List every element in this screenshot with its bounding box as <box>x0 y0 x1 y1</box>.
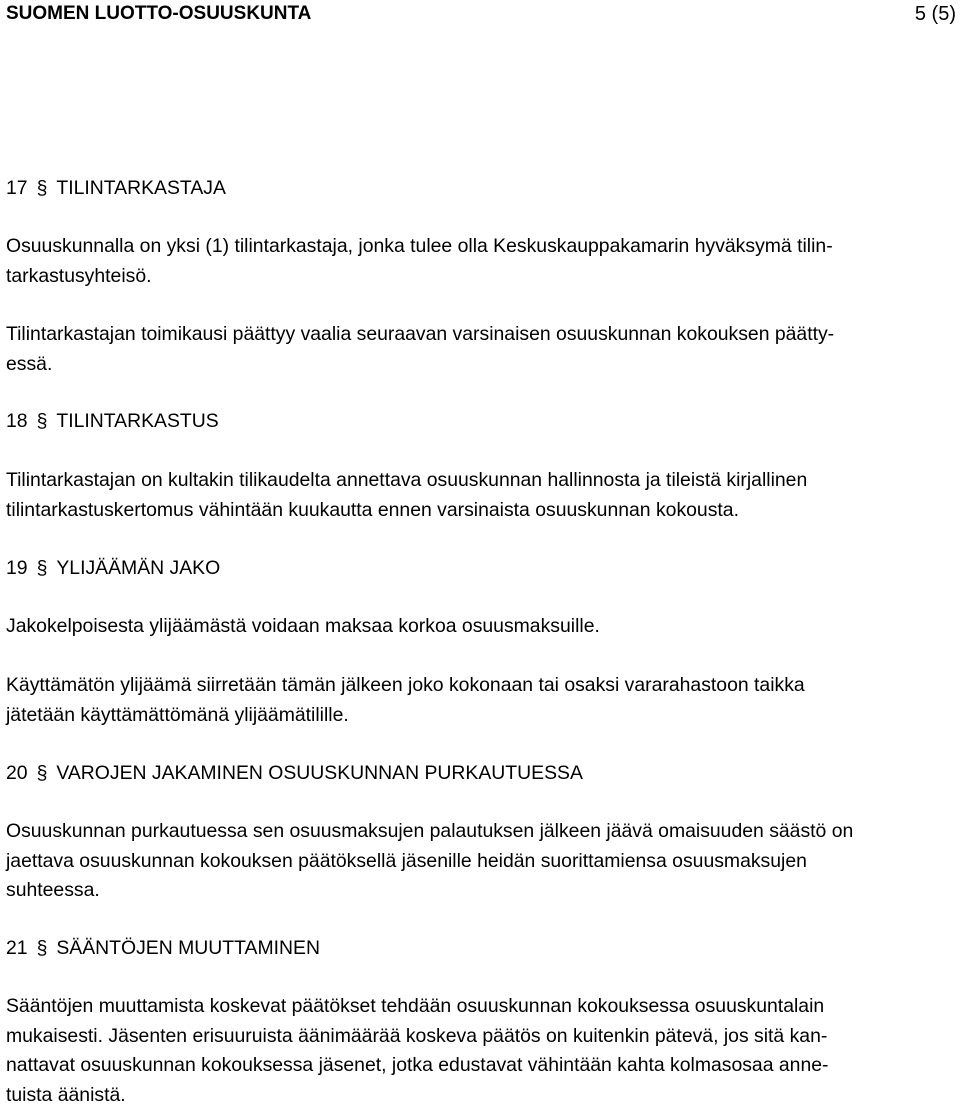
text-line: Osuuskunnan purkautuessa sen osuusmaksujen palautuksen jälkeen jäävä omaisuuden säästö on <box>6 817 956 847</box>
text-line: tarkastusyhteisö. <box>6 262 956 292</box>
text-line: tilintarkastuskertomus vähintään kuukautta ennen varsinaista osuuskunnan kokousta. <box>6 496 956 526</box>
text-line: Jakokelpoisesta ylijäämästä voidaan maksaa korkoa osuusmaksuille. <box>6 612 956 642</box>
section-title: SÄÄNTÖJEN MUUTTAMINEN <box>56 937 320 959</box>
text-line: Sääntöjen muuttamista koskevat päätökset tehdään osuuskunnan kokouksessa osuuskuntalain <box>6 992 956 1022</box>
page-header <box>6 1 956 27</box>
section-mark: § <box>37 407 48 437</box>
section-heading-19 <box>6 554 220 584</box>
section-number: 19 <box>6 557 28 579</box>
text-line: Tilintarkastajan on kultakin tilikaudelta annettava osuuskunnan hallinnosta ja tileistä kirjallinen <box>6 466 956 496</box>
text-line: essä. <box>6 350 956 380</box>
paragraph <box>6 320 956 379</box>
text-line: tuista äänistä. <box>6 1081 956 1110</box>
text-line: Osuuskunnalla on yksi (1) tilintarkastaja, jonka tulee olla Keskuskauppakamarin hyväksymä tilin- <box>6 232 956 262</box>
text-line: nattavat osuuskunnan kokouksessa jäsenet, jotka edustavat vähintään kahta kolmasosaa anne- <box>6 1051 956 1081</box>
section-title: YLIJÄÄMÄN JAKO <box>56 557 220 579</box>
organization-name: SUOMEN LUOTTO-OSUUSKUNTA <box>6 1 311 27</box>
text-line: jätetään käyttämättömänä ylijäämätilille. <box>6 701 956 731</box>
section-heading-17 <box>6 174 226 204</box>
text-line: Käyttämätön ylijäämä siirretään tämän jälkeen joko kokonaan tai osaksi vararahastoon taikka <box>6 671 956 701</box>
section-mark: § <box>37 934 48 964</box>
paragraph <box>6 232 956 291</box>
paragraph <box>6 466 956 525</box>
section-number: 21 <box>6 937 28 959</box>
paragraph <box>6 817 956 906</box>
section-mark: § <box>37 554 48 584</box>
section-heading-21 <box>6 934 320 964</box>
section-number: 18 <box>6 410 28 432</box>
section-number: 20 <box>6 762 28 784</box>
section-title: VAROJEN JAKAMINEN OSUUSKUNNAN PURKAUTUESSA <box>56 762 583 784</box>
section-title: TILINTARKASTUS <box>56 410 218 432</box>
text-line: mukaisesti. Jäsenten erisuuruista äänimäärää koskeva päätös on kuitenkin pätevä, jos sitä kan- <box>6 1022 956 1052</box>
paragraph <box>6 612 956 642</box>
section-title: TILINTARKASTAJA <box>56 177 226 199</box>
text-line: Tilintarkastajan toimikausi päättyy vaalia seuraavan varsinaisen osuuskunnan kokouksen päätty- <box>6 320 956 350</box>
paragraph <box>6 992 956 1110</box>
text-line: jaettava osuuskunnan kokouksen päätöksellä jäsenille heidän suorittamiensa osuusmaksujen <box>6 847 956 877</box>
section-heading-18 <box>6 407 219 437</box>
section-heading-20 <box>6 759 583 789</box>
page-number: 5 (5) <box>915 1 956 27</box>
section-mark: § <box>37 759 48 789</box>
section-mark: § <box>37 174 48 204</box>
section-number: 17 <box>6 177 28 199</box>
text-line: suhteessa. <box>6 876 956 906</box>
paragraph <box>6 671 956 730</box>
